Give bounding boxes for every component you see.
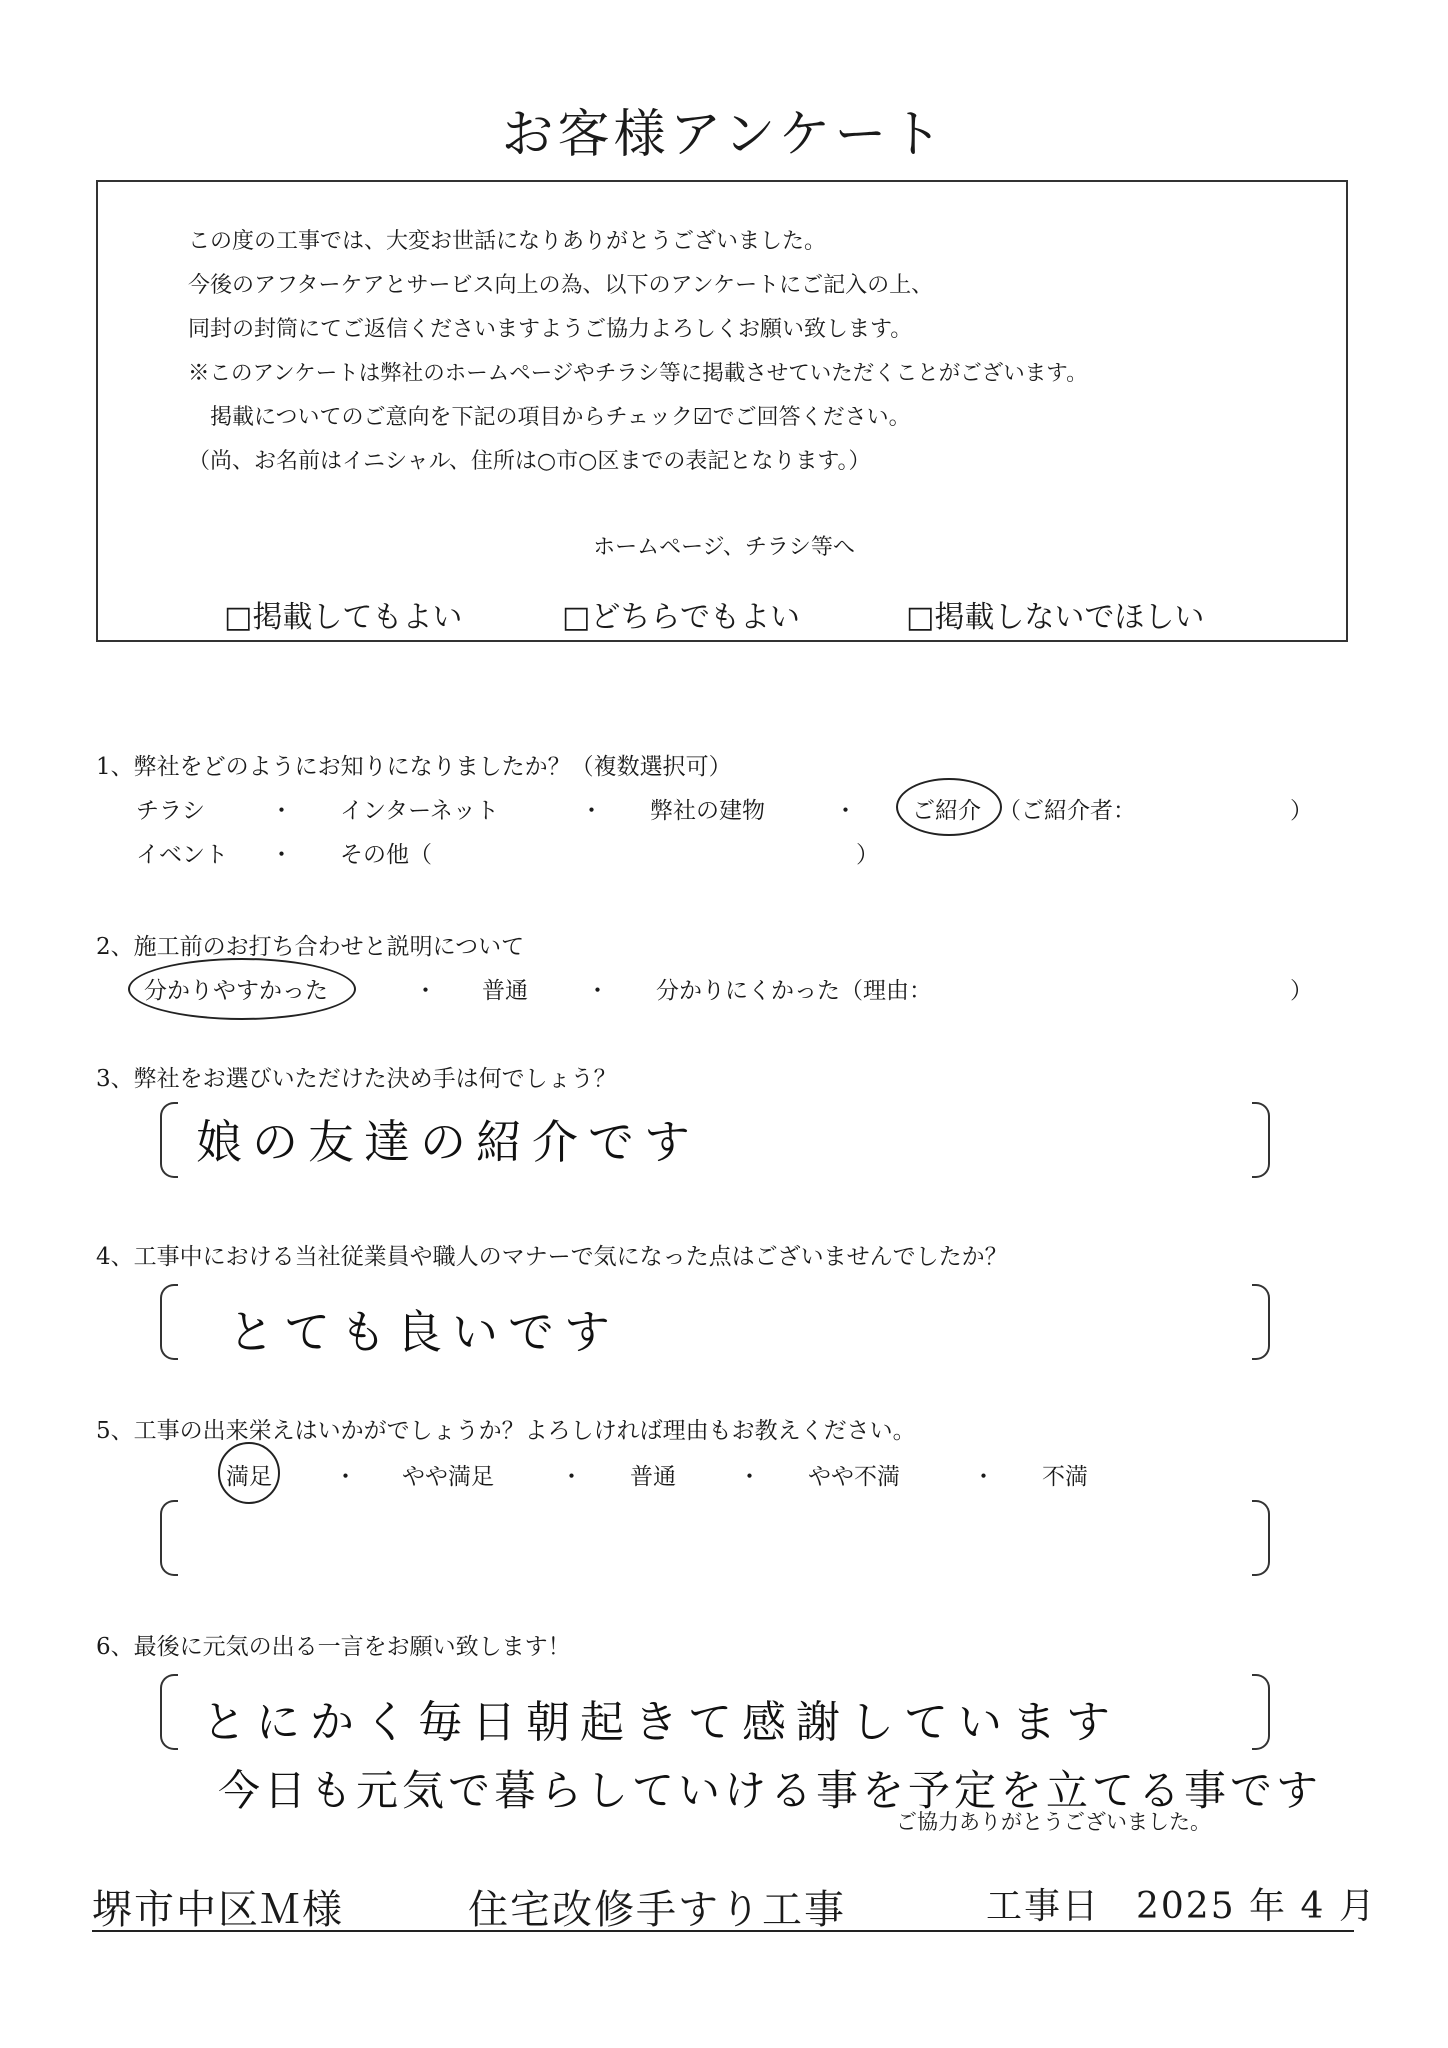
q5-choice-dissatisfied[interactable]: 不満 (1042, 1464, 1088, 1490)
q1-answer-circle (896, 778, 1002, 836)
q3-bracket-right (1252, 1102, 1270, 1178)
q1-choice-other[interactable]: その他（ (340, 842, 432, 868)
q2-separator: ・ (586, 978, 609, 1004)
q1-referrer-label: （ご紹介者： (998, 798, 1136, 824)
q6-answer-line-2[interactable]: 今日も元気で暮らしていける事を予定を立てる事です (218, 1766, 1323, 1815)
q3-bracket-left (160, 1102, 178, 1178)
q2-choice-clear[interactable]: 分かりやすかった (144, 978, 328, 1004)
thanks-note: ご協力ありがとうございました。 (896, 1810, 1211, 1834)
intro-line: 同封の封筒にてご返信くださいますようご協力よろしくお願い致します。 (188, 317, 913, 342)
q5-bracket-left (160, 1500, 178, 1576)
footer-customer: 堺市中区Ｍ様 (92, 1887, 344, 1933)
q2-answer-circle (128, 958, 356, 1020)
q2-choice-unclear[interactable]: 分かりにくかった（理由： (656, 978, 932, 1004)
q3-answer[interactable]: 娘の友達の紹介です (196, 1115, 700, 1169)
q6-answer-line-1[interactable]: とにかく毎日朝起きて感謝しています (202, 1697, 1120, 1748)
publish-option-deny[interactable]: □掲載しないでほしい (906, 600, 1205, 635)
question-2: 2、施工前のお打ち合わせと説明について (96, 934, 525, 960)
q1-separator: ・ (834, 798, 857, 824)
q5-choice-somewhat-dissatisfied[interactable]: やや不満 (808, 1464, 900, 1490)
q5-choice-somewhat-satisfied[interactable]: やや満足 (402, 1464, 494, 1490)
intro-line: この度の工事では、大変お世話になりありがとうございました。 (188, 229, 827, 254)
q5-bracket-right (1252, 1500, 1270, 1576)
intro-line: ※このアンケートは弊社のホームページやチラシ等に掲載させていただくことがございます。 (188, 361, 1088, 386)
footer-underline (92, 1930, 1354, 1932)
intro-line: （尚、お名前はイニシャル、住所は○市○区までの表記となります。） (188, 449, 871, 474)
question-5: 5、工事の出来栄えはいかがでしょうか？よろしければ理由もお教えください。 (96, 1418, 916, 1444)
q1-choice-event[interactable]: イベント (136, 842, 228, 868)
publish-heading: ホームページ、チラシ等へ (593, 535, 855, 560)
q1-choice-flyer[interactable]: チラシ (136, 798, 205, 824)
publish-option-either[interactable]: □どちらでもよい (562, 600, 801, 635)
q2-reason-close: ） (1290, 978, 1313, 1004)
q5-separator: ・ (738, 1464, 761, 1490)
publish-option-allow[interactable]: □掲載してもよい (224, 600, 463, 635)
q5-separator: ・ (560, 1464, 583, 1490)
footer-date-label: 工事日 (986, 1886, 1101, 1927)
q2-separator: ・ (414, 978, 437, 1004)
page-title: お客様アンケート (501, 105, 947, 165)
q2-choice-normal[interactable]: 普通 (482, 978, 528, 1004)
q1-choice-building[interactable]: 弊社の建物 (650, 798, 765, 824)
q4-bracket-left (160, 1284, 178, 1360)
q1-choice-internet[interactable]: インターネット (340, 798, 499, 824)
q1-choice-referral[interactable]: ご紹介 (912, 798, 981, 824)
footer-work: 住宅改修手すり工事 (468, 1887, 846, 1933)
question-6: 6、最後に元気の出る一言をお願い致します！ (96, 1634, 571, 1660)
q1-other-close: ） (856, 842, 879, 868)
q6-bracket-left (160, 1674, 178, 1750)
q1-separator: ・ (580, 798, 603, 824)
q5-separator: ・ (972, 1464, 995, 1490)
q4-answer[interactable]: とても良いです (228, 1305, 620, 1359)
q5-choice-satisfied[interactable]: 満足 (226, 1464, 272, 1490)
q5-choice-normal[interactable]: 普通 (630, 1464, 676, 1490)
intro-line: 掲載についてのご意向を下記の項目からチェック☑でご回答ください。 (210, 405, 911, 430)
question-4: 4、工事中における当社従業員や職人のマナーで気になった点はございませんでしたか？ (96, 1244, 1008, 1270)
q5-separator: ・ (334, 1464, 357, 1490)
q6-bracket-right (1252, 1674, 1270, 1750)
q1-separator: ・ (270, 842, 293, 868)
question-1: 1、弊社をどのようにお知りになりましたか？（複数選択可） (96, 754, 732, 780)
question-3: 3、弊社をお選びいただけた決め手は何でしょう？ (96, 1066, 617, 1092)
q5-answer-circle (218, 1442, 280, 1504)
intro-line: 今後のアフターケアとサービス向上の為、以下のアンケートにご記入の上、 (188, 273, 934, 298)
q1-separator: ・ (270, 798, 293, 824)
q1-referrer-close: ） (1290, 798, 1313, 824)
footer-date-value: 2025 年 4 月 (1136, 1886, 1377, 1927)
q4-bracket-right (1252, 1284, 1270, 1360)
